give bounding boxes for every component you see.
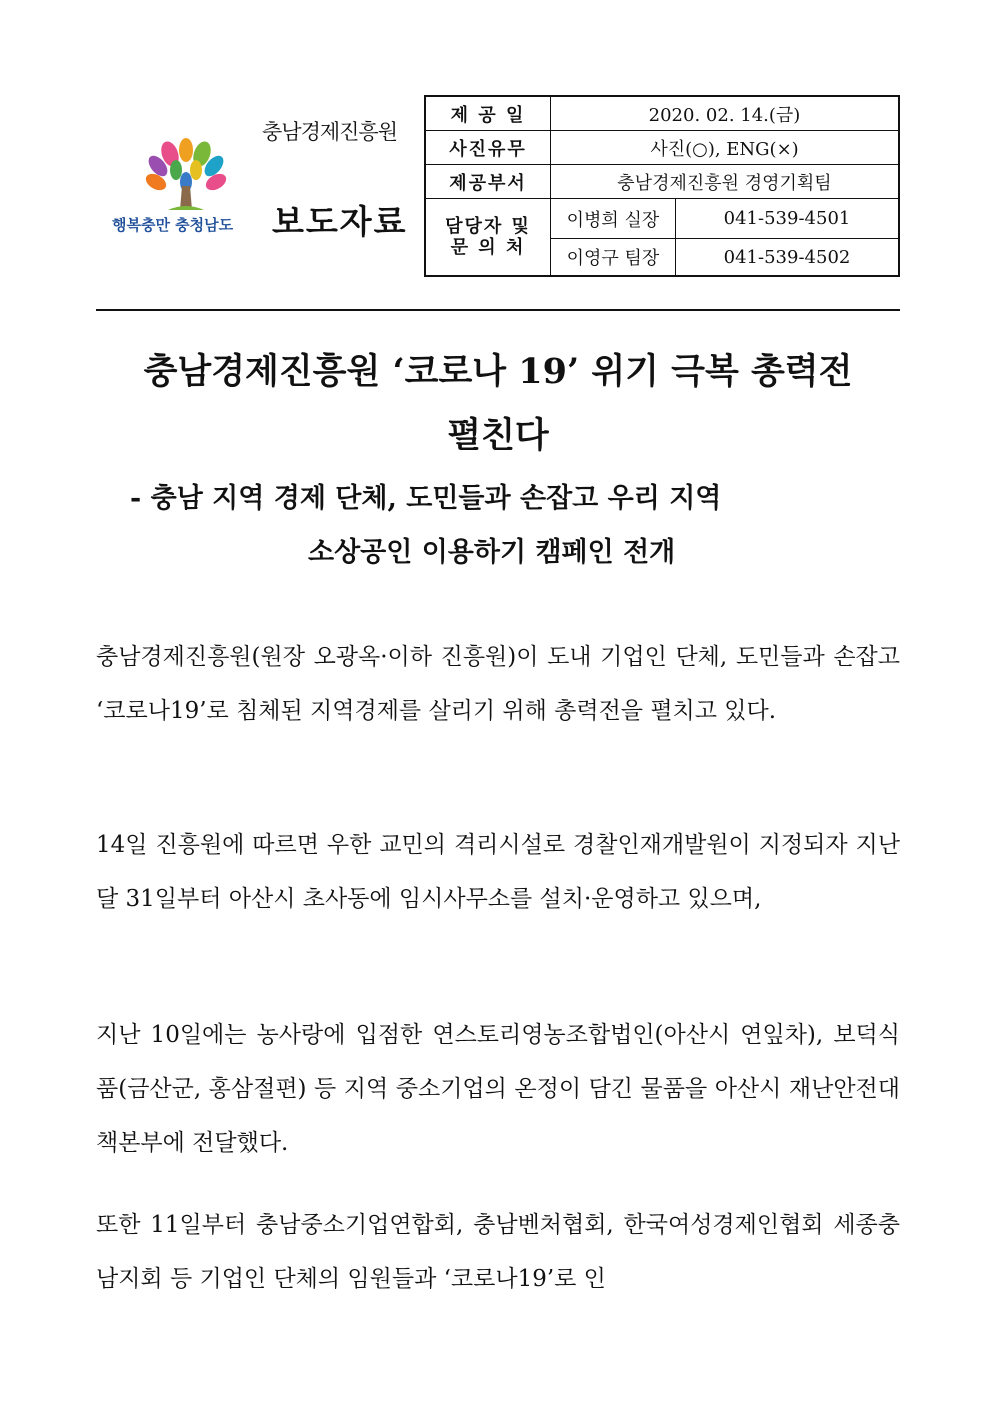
dept-label: 제공부서: [425, 165, 551, 199]
release-info-table: [424, 95, 900, 277]
subtitle-line-2: 소상공인 이용하기 캠페인 전개: [308, 537, 676, 568]
title-line-2: 펼친다: [447, 415, 549, 456]
contact-row: [425, 199, 899, 239]
date-label: 제 공 일: [425, 96, 551, 131]
subtitle-line-1: - 충남 지역 경제 단체, 도민들과 손잡고 우리 지역: [130, 483, 722, 514]
org-name: 충남경제진흥원: [262, 120, 398, 144]
article-title: [96, 340, 900, 468]
photo-row: [425, 131, 899, 165]
body-paragraph: 지난 10일에는 농사랑에 입점한 연스토리영농조합법인(아산시 연잎차), 보덕식품(금산군, 홍삼절편) 등 지역 중소기업의 온정이 담긴 물품을 아산시 재난안전대책본부에 전달했다.: [96, 1022, 900, 1156]
dept-value: 충남경제진흥원 경영기획팀: [551, 165, 900, 199]
chungnam-logo: [108, 130, 258, 240]
contact-phone: 041-539-4502: [676, 239, 900, 277]
contact-phone: 041-539-4501: [676, 199, 900, 239]
date-value: 2020. 02. 14.(금): [551, 96, 900, 131]
title-line-1: 충남경제진흥원 ‘코로나 19’ 위기 극복 총력전: [143, 351, 853, 392]
contact-name: 이영구 팀장: [551, 239, 676, 277]
contact-name: 이병희 실장: [551, 199, 676, 239]
body-paragraph: 14일 진흥원에 따르면 우한 교민의 격리시설로 경찰인재개발원이 지정되자 지난달 31일부터 아산시 초사동에 임시사무소를 설치·운영하고 있으며,: [96, 832, 900, 912]
header-divider: [96, 309, 900, 311]
contact-label-line2: 문 의 처: [450, 237, 526, 258]
article-subtitle: [130, 472, 870, 580]
date-row: [425, 96, 899, 131]
photo-value: 사진(○), ENG(×): [551, 131, 900, 165]
body-paragraph: 또한 11일부터 충남중소기업연합회, 충남벤처협회, 한국여성경제인협회 세종충남지회 등 기업인 단체의 임원들과 ‘코로나19’로 인: [96, 1212, 900, 1292]
press-release-label: 보도자료: [272, 202, 408, 241]
dept-row: [425, 165, 899, 199]
body-paragraph: 충남경제진흥원(원장 오광옥·이하 진흥원)이 도내 기업인 단체, 도민들과 손잡고 ‘코로나19’로 침체된 지역경제를 살리기 위해 총력전을 펼치고 있다.: [96, 644, 900, 724]
contact-label-line1: 담당자 및: [445, 216, 531, 237]
logo-text: 행복충만 충청남도: [112, 216, 234, 234]
photo-label: 사진유무: [425, 131, 551, 165]
contact-label: [425, 199, 551, 277]
